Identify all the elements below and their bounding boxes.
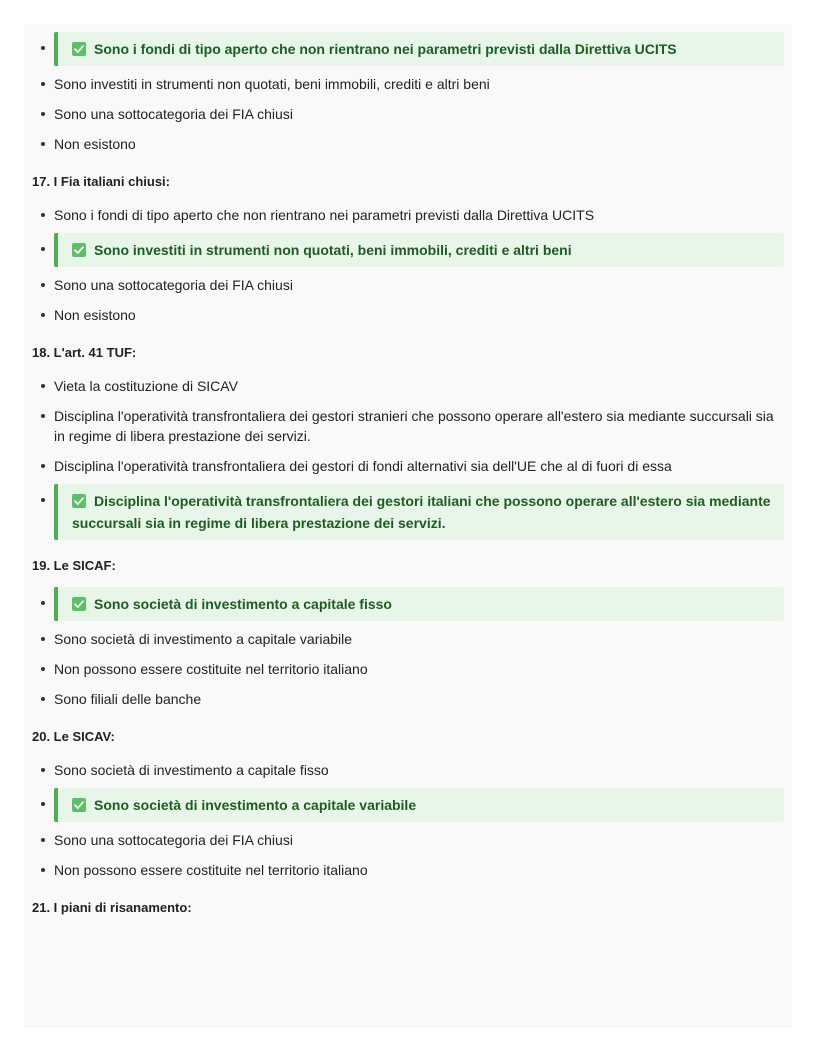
question-heading: 17. I Fia italiani chiusi: [32,174,170,189]
answer-option [32,132,784,156]
check-box-icon [72,243,86,257]
answer-option [32,828,784,852]
question-heading: 19. Le SICAF: [32,558,116,573]
answer-list [32,374,784,540]
answer-text: Sono investiti in strumenti non quotati, beni immobili, crediti e altri beni [94,242,572,258]
correct-answer-box [54,32,784,66]
answer-option [32,758,784,782]
answer-list [32,758,784,882]
answer-text: Vieta la costituzione di SICAV [54,378,238,394]
correct-answer-box [54,484,784,540]
answer-option [32,303,784,327]
answer-option [32,687,784,711]
answer-option [32,657,784,681]
answer-text: Disciplina l'operatività transfrontaliera dei gestori di fondi alternativi sia dell'UE che al di fuori di essa [54,458,672,474]
answer-text: Sono i fondi di tipo aperto che non rientrano nei parametri previsti dalla Direttiva UCITS [54,207,595,223]
answer-list [32,32,784,156]
question-heading: 18. L'art. 41 TUF: [32,345,137,360]
answer-text: Sono una sottocategoria dei FIA chiusi [54,832,293,848]
answer-list [32,203,784,327]
answer-option-correct [32,484,784,540]
answer-text: Sono una sottocategoria dei FIA chiusi [54,106,293,122]
check-box-icon [72,798,86,812]
answer-option [32,404,784,448]
quiz-content [24,24,792,915]
correct-answer-box [54,788,784,822]
check-box-icon [72,597,86,611]
answer-text: Sono società di investimento a capitale fisso [54,762,329,778]
correct-answer-box [54,587,784,621]
answer-text: Non possono essere costituite nel territorio italiano [54,661,368,677]
document-page [24,24,792,1028]
answer-option [32,203,784,227]
answer-text: Sono società di investimento a capitale fisso [94,596,392,612]
answer-text: Sono società di investimento a capitale variabile [94,797,417,813]
answer-text: Sono una sottocategoria dei FIA chiusi [54,277,293,293]
answer-option [32,454,784,478]
answer-list [32,587,784,711]
answer-option [32,273,784,297]
answer-text: Disciplina l'operatività transfrontaliera dei gestori stranieri che possono operare all'estero sia mediante succursali sia in regime di libera prestazione dei servizi. [54,408,774,444]
correct-answer-box [54,233,784,267]
answer-option-correct [32,233,784,267]
answer-text: Non esistono [54,136,136,152]
answer-option [32,374,784,398]
check-box-icon [72,494,86,508]
answer-option [32,858,784,882]
answer-option-correct [32,788,784,822]
question-heading: 20. Le SICAV: [32,729,115,744]
check-box-icon [72,42,86,56]
answer-option [32,627,784,651]
answer-text: Sono i fondi di tipo aperto che non rientrano nei parametri previsti dalla Direttiva UCITS [94,41,677,57]
question-heading: 21. I piani di risanamento: [32,900,192,915]
answer-option-correct [32,32,784,66]
answer-text: Sono filiali delle banche [54,691,202,707]
answer-text: Non esistono [54,307,136,323]
answer-text: Sono società di investimento a capitale variabile [54,631,353,647]
answer-text: Sono investiti in strumenti non quotati, beni immobili, crediti e altri beni [54,76,490,92]
answer-option-correct [32,587,784,621]
answer-text: Disciplina l'operatività transfrontaliera dei gestori italiani che possono operare all'estero sia mediante succursali sia in regime di libera prestazione dei servizi. [72,493,771,531]
answer-text: Non possono essere costituite nel territorio italiano [54,862,368,878]
answer-option [32,72,784,96]
answer-option [32,102,784,126]
